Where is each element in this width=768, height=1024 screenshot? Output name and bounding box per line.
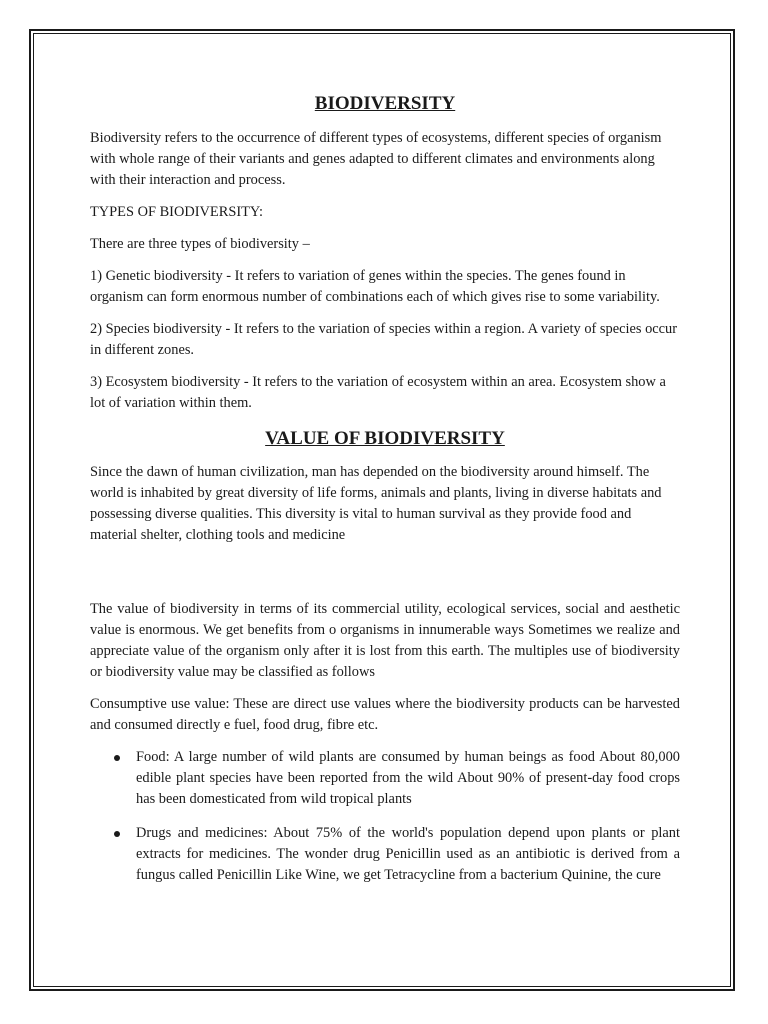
types-heading: TYPES OF BIODIVERSITY:: [90, 204, 263, 220]
types-lead: There are three types of biodiversity –: [90, 236, 310, 252]
document-body: [90, 90, 680, 899]
page-title: BIODIVERSITY: [314, 93, 456, 114]
value-paragraph-commercial: The value of biodiversity in terms of its commercial utility, ecological services, social and aesthetic value is enormous. We get benefits from o organisms in innumerable ways Sometimes we realize and appreciate value of the organism only after it is lost from this earth. The multiples use of biodiversity or biodiversity value may be classified as follows: [90, 601, 680, 680]
type-item-genetic: 1) Genetic biodiversity - It refers to variation of genes within the species. The genes found in organism can form enormous number of combinations each of which gives rise to some variability.: [90, 268, 660, 305]
list-item-text-drugs: Drugs and medicines: About 75% of the world's population depend upon plants or plant extracts for medicines. The wonder drug Penicillin used as an antibiotic is derived from a fungus called Penicillin Like Wine, we get Tetracycline from a bacterium Quinine, the cure: [136, 825, 680, 883]
value-paragraph-civilization: Since the dawn of human civilization, man has depended on the biodiversity around himself. The world is inhabited by great diversity of life forms, animals and plants, living in diverse habitats and possessing diverse qualities. This diversity is vital to human survival as they provide food and material shelter, clothing tools and medicine: [90, 464, 662, 543]
bullet-list: [90, 747, 680, 886]
paragraph-spacer: [90, 557, 680, 599]
bullet-dot-icon: [114, 755, 120, 761]
section-heading-value: VALUE OF BIODIVERSITY: [265, 428, 505, 449]
list-item-text-food: Food: A large number of wild plants are consumed by human beings as food About 80,000 edible plant species have been reported from the wild About 90% of present-day food crops has been domesticated from wild tropical plants: [136, 749, 680, 807]
type-item-species: 2) Species biodiversity - It refers to the variation of species within a region. A variety of species occur in different zones.: [90, 321, 678, 358]
list-item: [90, 823, 680, 886]
value-paragraph-consumptive: Consumptive use value: These are direct use values where the biodiversity products can be harvested and consumed directly e fuel, food drug, fibre etc.: [90, 696, 680, 733]
intro-paragraph: Biodiversity refers to the occurrence of different types of ecosystems, different species of organism with whole range of their variants and genes adapted to different climates and environments along with their interaction and process.: [90, 130, 662, 188]
list-item: [90, 747, 680, 810]
type-item-ecosystem: 3) Ecosystem biodiversity - It refers to the variation of ecosystem within an area. Ecosystem show a lot of variation within them.: [90, 374, 666, 411]
bullet-dot-icon: [114, 831, 120, 837]
